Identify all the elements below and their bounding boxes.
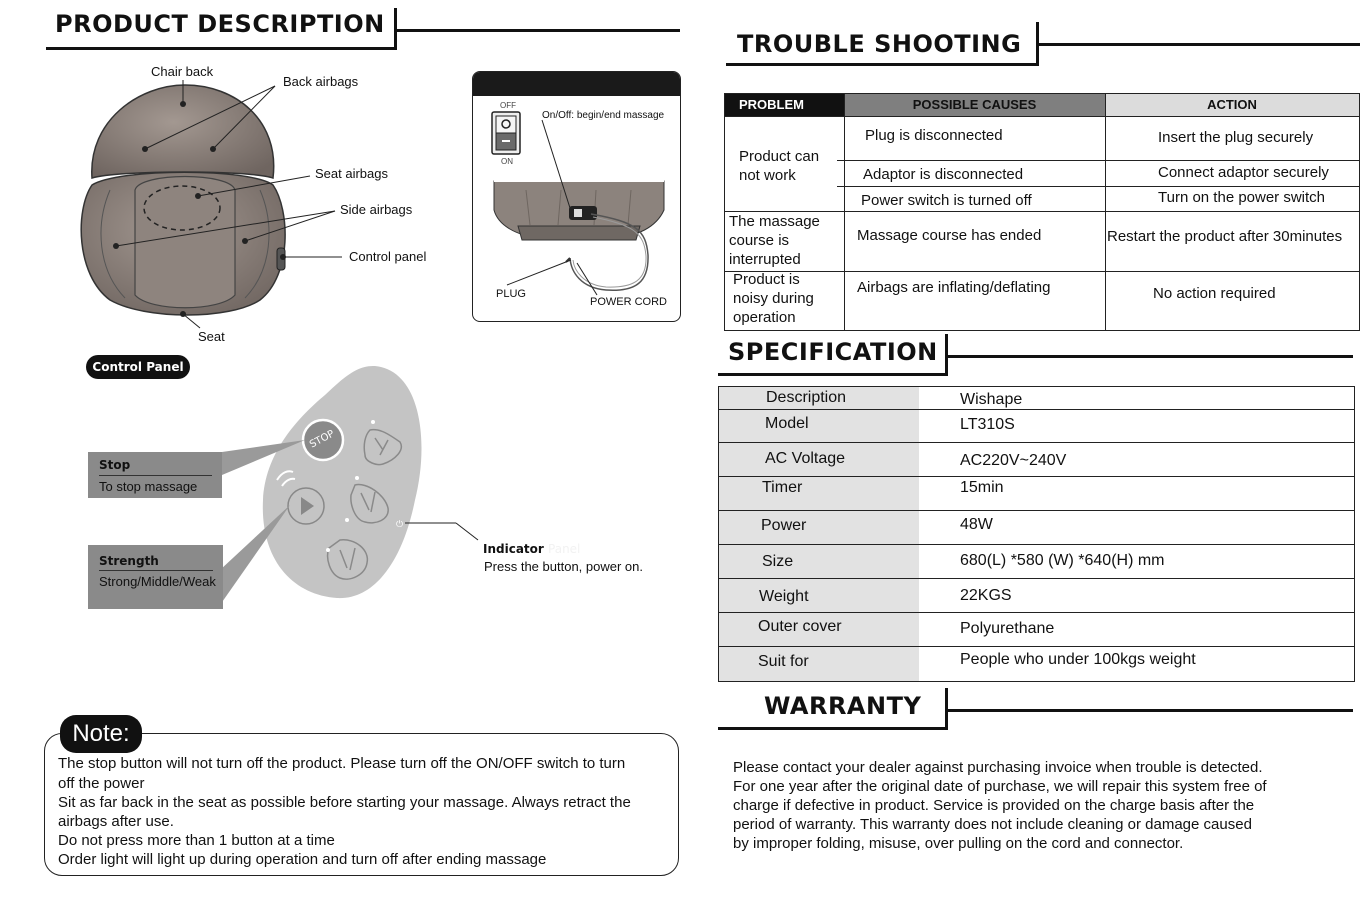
label-seat-airbags: Seat airbags — [315, 166, 388, 181]
label-seat: Seat — [198, 329, 225, 344]
spec-key: AC Voltage — [765, 450, 846, 467]
spec-value: AC220V~240V — [960, 452, 1067, 469]
action-cell: No action required — [1153, 285, 1276, 302]
spec-key: Outer cover — [758, 618, 842, 635]
note-line: off the power — [58, 775, 145, 792]
strength-callout-title: Strength — [99, 554, 159, 568]
spec-value: People who under 100kgs weight — [960, 651, 1196, 668]
header-rule — [945, 355, 1353, 358]
specification-title: SPECIFICATION — [728, 338, 938, 366]
spec-value: LT310S — [960, 416, 1015, 433]
label-chair-back: Chair back — [151, 64, 214, 79]
strength-callout — [88, 545, 223, 609]
warranty-line: For one year after the original date of purchase, we will repair this system free of — [733, 778, 1267, 795]
warranty-line: Please contact your dealer against purchasing invoice when trouble is detected. — [733, 759, 1263, 776]
indicator-desc: Press the button, power on. — [484, 559, 643, 574]
note-line: Sit as far back in the seat as possible before starting your massage. Always retract the — [58, 794, 631, 811]
cause-cell: Adaptor is disconnected — [863, 166, 1024, 183]
spec-value: 15min — [960, 479, 1004, 496]
note-line: Order light will light up during operation and turn off after ending massage — [58, 851, 547, 868]
cause-cell: Plug is disconnected — [865, 127, 1003, 144]
spec-key: Size — [762, 553, 794, 570]
product-description-title: PRODUCT DESCRIPTION — [55, 10, 385, 38]
cause-cell: Massage course has ended — [857, 227, 1042, 244]
switch-off-label: OFF — [500, 101, 516, 110]
warranty-line: period of warranty. This warranty does not include cleaning or damage caused — [733, 816, 1252, 833]
spec-value: 680(L) *580 (W) *640(H) mm — [960, 552, 1165, 569]
switch-box-header — [473, 72, 680, 96]
spec-value: Polyurethane — [960, 620, 1055, 637]
problem-cell: noisy during — [733, 290, 814, 307]
problem-cell: Product can — [739, 148, 820, 165]
specification-table — [718, 386, 1355, 682]
indicator-title-text: Indicator — [483, 542, 544, 556]
spec-key: Timer — [762, 479, 803, 496]
note-line: The stop button will not turn off the product. Please turn off the ON/OFF switch to turn — [58, 755, 626, 772]
cause-cell: Airbags are inflating/deflating — [857, 279, 1051, 296]
note-line: airbags after use. — [58, 813, 174, 830]
control-panel-badge: Control Panel — [86, 355, 190, 379]
switch-on-label: ON — [501, 157, 513, 166]
problem-cell: not work — [739, 167, 796, 184]
control-panel-leaders — [0, 400, 500, 620]
svg-text:⏻: ⏻ — [396, 520, 404, 530]
problem-cell: Product is — [733, 271, 800, 288]
stop-callout — [88, 452, 222, 498]
trouble-shooting-table — [724, 93, 1360, 331]
spec-key: Weight — [759, 588, 809, 605]
action-cell: Turn on the power switch — [1158, 189, 1326, 206]
header-action: ACTION — [1105, 94, 1359, 116]
cause-cell: Power switch is turned off — [861, 192, 1032, 209]
header-problem: PROBLEM — [725, 94, 844, 116]
problem-cell: interrupted — [729, 251, 801, 268]
action-cell: Restart the product after 30minutes — [1107, 228, 1343, 245]
switch-box-leaders — [472, 100, 681, 320]
header-rule — [718, 727, 948, 730]
problem-cell: course is — [729, 232, 790, 249]
spec-value: Wishape — [960, 391, 1023, 408]
indicator-title-faded: Panel — [548, 542, 581, 556]
header-rule — [718, 373, 948, 376]
label-back-airbags: Back airbags — [283, 74, 359, 89]
problem-cell: operation — [733, 309, 796, 326]
action-cell: Insert the plug securely — [1158, 129, 1314, 146]
warranty-title: WARRANTY — [764, 692, 922, 720]
stop-button-label: STOP — [307, 428, 337, 451]
spec-key: Suit for — [758, 653, 809, 670]
spec-value: 48W — [960, 516, 993, 533]
warranty-line: by improper folding, misuse, over pulling on the cord and connector. — [733, 835, 1184, 852]
header-rule — [945, 709, 1353, 712]
action-cell: Connect adaptor securely — [1158, 164, 1329, 181]
label-control-panel: Control panel — [349, 249, 427, 264]
spec-key: Description — [766, 389, 847, 406]
problem-cell: The massage — [729, 213, 820, 230]
spec-key: Model — [765, 415, 809, 432]
stop-callout-desc: To stop massage — [99, 479, 198, 494]
header-rule — [1036, 43, 1360, 46]
strength-callout-desc: Strong/Middle/Weak — [99, 574, 216, 589]
stop-callout-title: Stop — [99, 458, 131, 472]
indicator-title — [483, 542, 580, 556]
warranty-line: charge if defective in product. Service is provided on the charge basis after the — [733, 797, 1255, 814]
note-line: Do not press more than 1 button at a time — [58, 832, 335, 849]
plug-label: PLUG — [496, 288, 526, 300]
label-side-airbags: Side airbags — [340, 202, 413, 217]
header-causes: POSSIBLE CAUSES — [844, 94, 1105, 116]
power-cord-label: POWER CORD — [590, 296, 667, 308]
trouble-shooting-title: TROUBLE SHOOTING — [737, 30, 1022, 58]
spec-value: 22KGS — [960, 587, 1012, 604]
spec-key: Power — [761, 517, 807, 534]
onoff-description: On/Off: begin/end massage — [542, 110, 665, 121]
header-rule — [726, 63, 1039, 66]
note-tag: Note: — [60, 715, 142, 753]
